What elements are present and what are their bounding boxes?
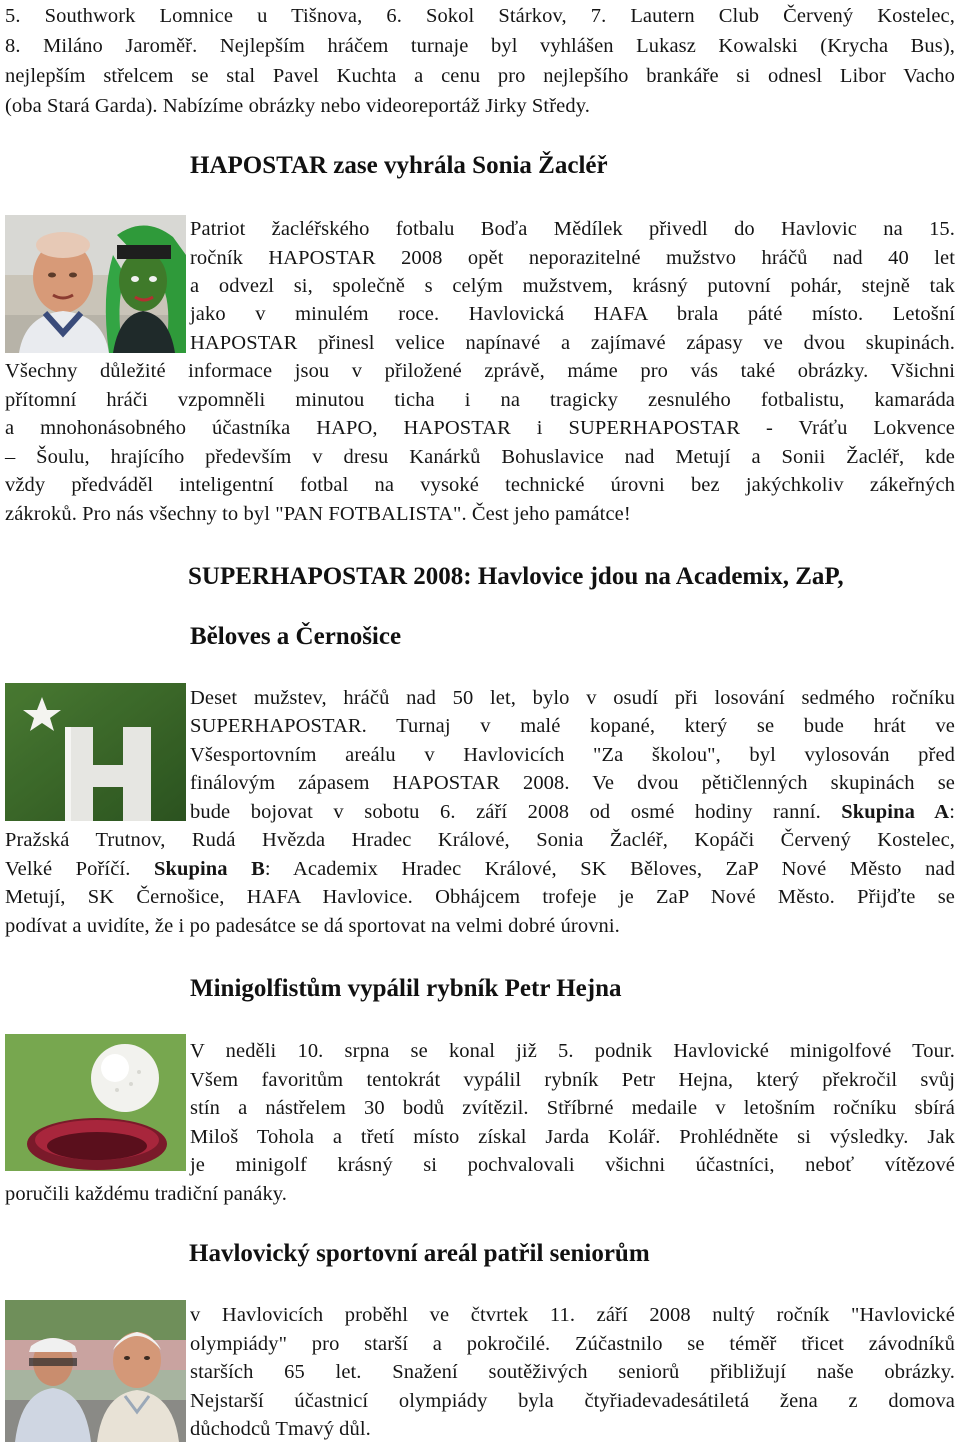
body-text: Velké Poříčí.	[5, 858, 131, 880]
intro-line: (oba Stará Garda). Nabízíme obrázky nebo videoreportáž Jirky Středy.	[5, 95, 590, 117]
body-text: bude bojovat v sobotu 6. září 2008 od osmé hodiny ranní.	[190, 801, 821, 823]
logo-photo-image	[5, 683, 186, 821]
article-title: Havlovický sportovní areál patřil seniorům	[189, 1240, 650, 1267]
article-title: Minigolfistům vypálil rybník Petr Hejna	[190, 975, 622, 1002]
body-line: V neděli 10. srpna se konal již 5. podnik Havlovické minigolfové Tour.	[190, 1040, 955, 1062]
group-a-label: Skupina A	[841, 801, 950, 823]
article-photo-seniors	[5, 1300, 186, 1442]
body-line: ročník HAPOSTAR 2008 opět neporazitelné mužstvo hráčů nad 40 let	[190, 247, 955, 269]
body-line: poručili každému tradiční panáky.	[5, 1183, 288, 1205]
article-title: SUPERHAPOSTAR 2008: Havlovice jdou na Academix, ZaP,	[188, 563, 844, 590]
body-line: a mnohonásobného účastníka HAPO, HAPOSTAR i SUPERHAPOSTAR - Vráťu Lokvence	[5, 417, 955, 439]
body-line: přítomní hráči vzpomněli minutou ticha i na tragicky zesnulého fotbalistu, kamaráda	[5, 389, 955, 411]
intro-line: 8. Miláno Jaroměř. Nejlepším hráčem turnaje byl vyhlášen Lukasz Kowalski (Krycha Bus),	[5, 35, 955, 57]
body-line: Všechny důležité informace jsou v přiložené zprávě, máme pro vás také obrázky. Všichni	[5, 360, 955, 382]
minigolf-photo-image	[5, 1034, 186, 1171]
colon: :	[949, 801, 956, 823]
body-text: : Academix Hradec Králové, SK Běloves, ZaP Nové Město nad	[264, 858, 955, 880]
body-line: SUPERHAPOSTAR. Turnaj v malé kopané, který se bude hrát ve	[190, 715, 955, 737]
body-line: podívat a uvidíte, že i po padesátce se dá sportovat na velmi dobré úrovni.	[5, 915, 620, 937]
body-line	[5, 855, 955, 883]
body-line: starších 65 let. Snažení soutěživých seniorů přibližují naše obrázky.	[190, 1361, 955, 1383]
seniors-photo-image	[5, 1300, 186, 1442]
article-photo-hapostar-logo	[5, 683, 186, 821]
intro-line: 5. Southwork Lomnice u Tišnova, 6. Sokol Stárkov, 7. Lautern Club Červený Kostelec,	[5, 5, 955, 27]
group-b-label: Skupina B	[153, 858, 265, 880]
body-line: olympiády" pro starší a pokročilé. Zúčastnilo se téměř třicet závodníků	[190, 1333, 955, 1355]
body-line: – Šoulu, hrajícího především v dresu Kanárků Bohuslavice nad Metují a Sonii Žacléř, kde	[5, 446, 955, 468]
body-line: Metují, SK Černošice, HAFA Havlovice. Obhájcem trofeje je ZaP Nové Město. Přijďte se	[5, 886, 955, 908]
body-line: HAPOSTAR přinesl velice napínavé a zajímavé zápasy ve dvou skupinách.	[190, 332, 955, 354]
body-line: Všesportovním areálu v Havlovicích "Za školou", byl vylosován před	[190, 744, 955, 766]
article-title: HAPOSTAR zase vyhrála Sonia Žacléř	[190, 152, 608, 179]
body-line: Všem favoritům tentokrát vypálil rybník Petr Hejna, který překročil svůj	[190, 1069, 955, 1091]
body-line: Miloš Tohola a třetí místo získal Jarda Kolář. Prohlédněte si výsledky. Jak	[190, 1126, 955, 1148]
article-photo-players	[5, 215, 186, 353]
players-photo-image	[5, 215, 186, 353]
body-line: Patriot žacléřského fotbalu Boďa Mědílek přivedl do Havlovic na 15.	[190, 218, 955, 240]
article-title-continued: Běloves a Černošice	[190, 623, 402, 650]
body-line: zákroků. Pro nás všechny to byl "PAN FOTBALISTA". Čest jeho památce!	[5, 503, 631, 525]
body-line	[190, 798, 955, 826]
body-line: finálovým zápasem HAPOSTAR 2008. Ve dvou pětičlenných skupinách se	[190, 772, 955, 794]
body-line: jako v minulém roce. Havlovická HAFA brala páté místo. Letošní	[190, 303, 955, 325]
intro-line: nejlepším střelcem se stal Pavel Kuchta a cenu pro nejlepšího brankáře si odnesl Libor Vacho	[5, 65, 955, 87]
body-line: je minigolf krásný si pochvalovali všichni účastníci, neboť vítězové	[190, 1154, 955, 1176]
body-line: Nejstarší účastnicí olympiády byla čtyřiadevadesátiletá žena z domova	[190, 1390, 955, 1412]
body-line: v Havlovicích proběhl ve čtvrtek 11. září 2008 nultý ročník "Havlovické	[190, 1304, 955, 1326]
body-line: Pražská Trutnov, Rudá Hvězda Hradec Králové, Sonia Žacléř, Kopáči Červený Kostelec,	[5, 829, 955, 851]
body-line: a odvezl si, společně s celým mužstvem, krásný putovní pohár, stejně tak	[190, 275, 955, 297]
body-line: důchodců Tmavý důl.	[190, 1418, 371, 1440]
article-photo-minigolf	[5, 1034, 186, 1171]
body-line: Deset mužstev, hráčů nad 50 let, bylo v osudí při losování sedmého ročníku	[190, 687, 955, 709]
body-line: stín a nástřelem 30 bodů zvítězil. Stříbrné medaile v letošním ročníku sbírá	[190, 1097, 955, 1119]
body-line: vždy předváděl inteligentní fotbal na vysoké technické úrovni bez jakýchkoliv zákeřných	[5, 474, 955, 496]
